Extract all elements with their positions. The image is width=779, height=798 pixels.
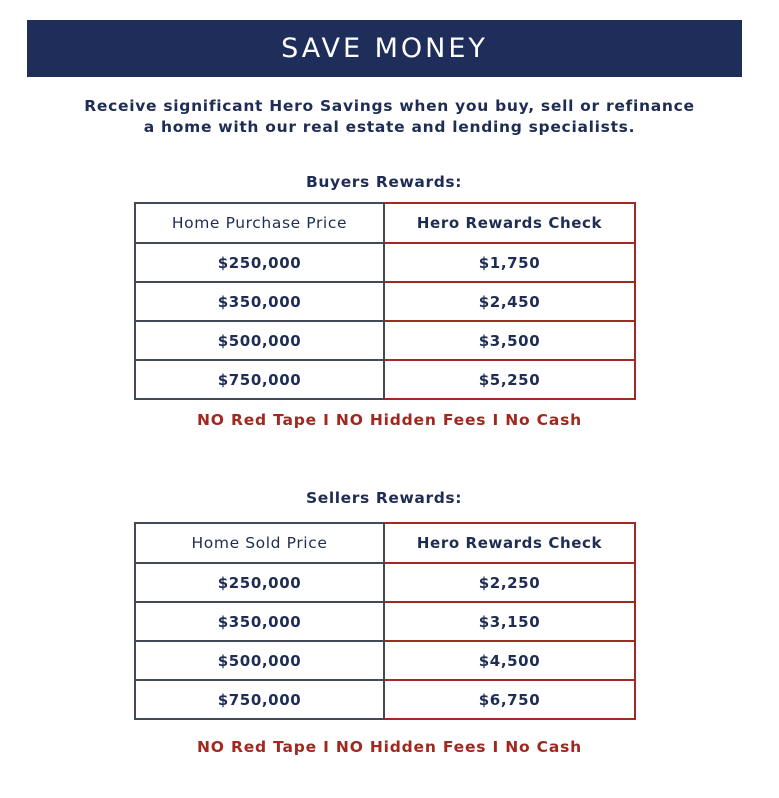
sellers-rewards-table — [134, 522, 636, 720]
rewards-cell: $2,450 — [384, 282, 635, 321]
rewards-cell: $6,750 — [384, 680, 635, 719]
table-header-row — [135, 523, 635, 563]
intro-line-1: Receive significant Hero Savings when you buy, sell or refinance — [84, 97, 695, 115]
rewards-cell: $2,250 — [384, 563, 635, 602]
table-row — [135, 282, 635, 321]
banner-title: SAVE MONEY — [281, 33, 488, 64]
price-cell: $750,000 — [135, 680, 384, 719]
table-row — [135, 641, 635, 680]
price-cell: $250,000 — [135, 563, 384, 602]
header-hero-rewards-check: Hero Rewards Check — [384, 203, 635, 243]
table-row — [135, 602, 635, 641]
price-cell: $500,000 — [135, 641, 384, 680]
table-row — [135, 321, 635, 360]
rewards-cell: $3,500 — [384, 321, 635, 360]
table-row — [135, 243, 635, 282]
buyers-rewards-table — [134, 202, 636, 400]
sellers-rewards-title: Sellers Rewards: — [305, 489, 463, 507]
sellers-tagline: NO Red Tape I NO Hidden Fees I No Cash — [197, 738, 582, 756]
rewards-cell: $3,150 — [384, 602, 635, 641]
buyers-rewards-title: Buyers Rewards: — [305, 173, 463, 191]
table-header-row — [135, 203, 635, 243]
rewards-cell: $1,750 — [384, 243, 635, 282]
intro-line-2: a home with our real estate and lending specialists. — [143, 118, 636, 136]
save-money-banner — [27, 20, 742, 77]
table-row — [135, 360, 635, 399]
price-cell: $500,000 — [135, 321, 384, 360]
rewards-cell: $4,500 — [384, 641, 635, 680]
header-hero-rewards-check: Hero Rewards Check — [384, 523, 635, 563]
price-cell: $250,000 — [135, 243, 384, 282]
price-cell: $750,000 — [135, 360, 384, 399]
price-cell: $350,000 — [135, 282, 384, 321]
table-row — [135, 680, 635, 719]
rewards-cell: $5,250 — [384, 360, 635, 399]
header-home-purchase-price: Home Purchase Price — [135, 203, 384, 243]
header-home-sold-price: Home Sold Price — [135, 523, 384, 563]
table-row — [135, 563, 635, 602]
price-cell: $350,000 — [135, 602, 384, 641]
intro-text — [20, 96, 759, 138]
buyers-tagline: NO Red Tape I NO Hidden Fees I No Cash — [197, 411, 582, 429]
